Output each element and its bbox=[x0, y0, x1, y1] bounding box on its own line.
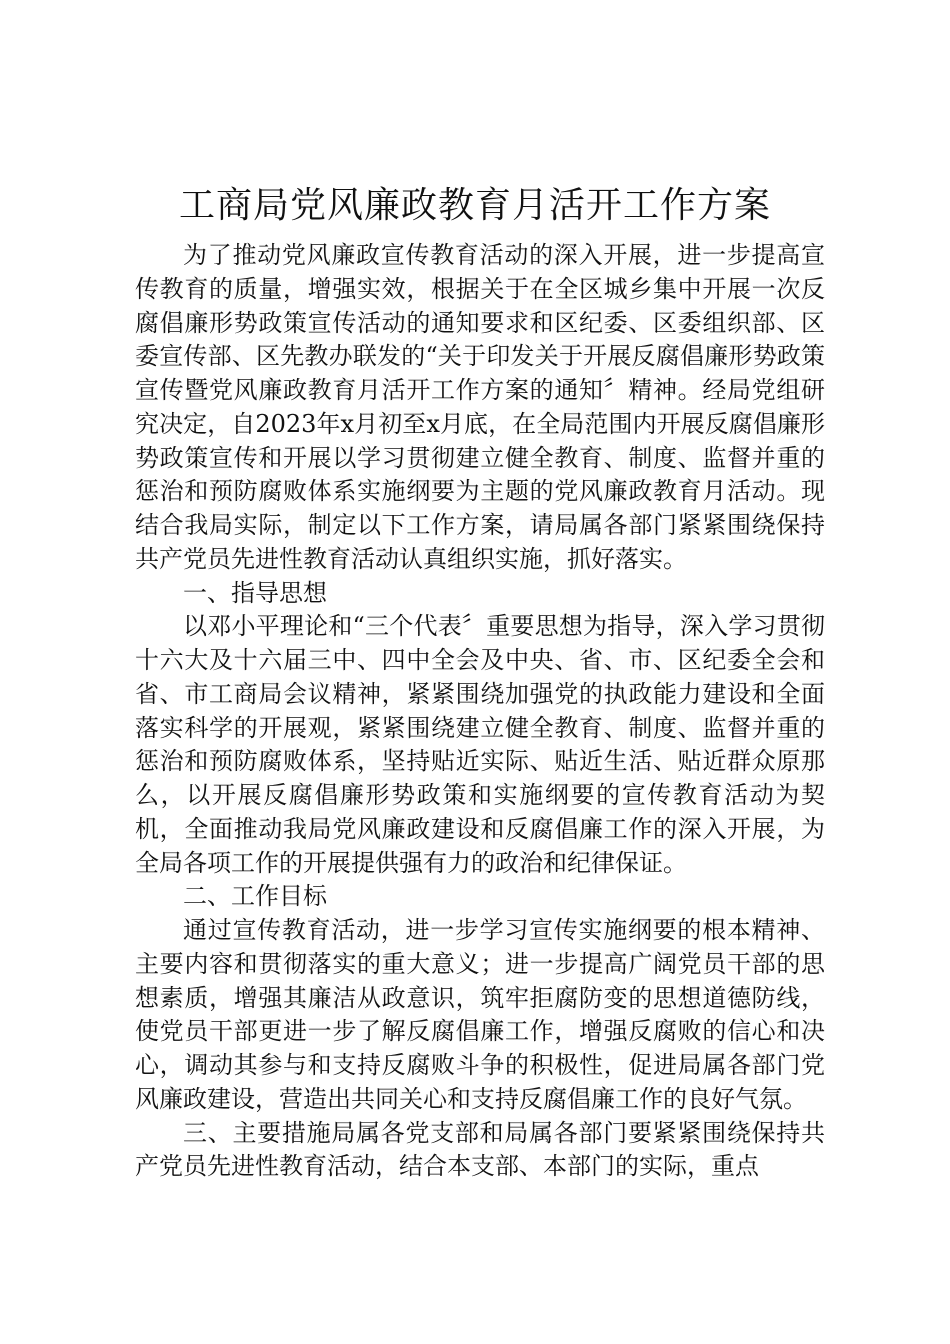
intro-paragraph: 为了推动党风廉政宣传教育活动的深入开展，进一步提高宣传教育的质量，增强实效，根据关于在全区城乡集中开展一次反腐倡廉形势政策宣传活动的通知要求和区纪委、区委组织部、区委宣传部、区先教办联发的“关于印发关于开展反腐倡廉形势政策宣传暨党风廉政教育月活开工作方案的通知〞精神。经局党组研究决定，自2023年x月初至x月底，在全局范围内开展反腐倡廉形势政策宣传和开展以学习贯彻建立健全教育、制度、监督并重的惩治和预防腐败体系实施纲要为主题的党风廉政教育月活动。现结合我局实际，制定以下工作方案，请局属各部门紧紧围绕保持共产党员先进性教育活动认真组织实施，抓好落实。 bbox=[135, 241, 825, 573]
main-measures-paragraph: 三、主要措施局属各党支部和局属各部门要紧紧围绕保持共产党员先进性教育活动，结合本支部、本部门的实际，重点 bbox=[135, 1118, 825, 1181]
section-heading-work-goals: 二、工作目标 bbox=[183, 882, 327, 911]
work-goals-paragraph: 通过宣传教育活动，进一步学习宣传实施纲要的根本精神、主要内容和贯彻落实的重大意义；进一步提高广阔党员干部的思想素质，增强其廉洁从政意识，筑牢拒腐防变的思想道德防线，使党员干部更进一步了解反腐倡廉工作，增强反腐败的信心和决心，调动其参与和支持反腐败斗争的积极性，促进局属各部门党风廉政建设，营造出共同关心和支持反腐倡廉工作的良好气氛。 bbox=[135, 916, 825, 1113]
document-body bbox=[135, 239, 825, 1184]
document-title: 工商局党风廉政教育月活开工作方案 bbox=[178, 185, 771, 226]
guiding-ideology-paragraph: 以邓小平理论和“三个代表〞重要思想为指导，深入学习贯彻十六大及十六届三中、四中全会及中央、省、市、区纪委全会和省、市工商局会议精神，紧紧围绕加强党的执政能力建设和全面落实科学的开展观，紧紧围绕建立健全教育、制度、监督并重的惩治和预防腐败体系，坚持贴近实际、贴近生活、贴近群众原那么，以开展反腐倡廉形势政策和实施纲要的宣传教育活动为契机，全面推动我局党风廉政建设和反腐倡廉工作的深入开展，为全局各项工作的开展提供强有力的政治和纪律保证。 bbox=[135, 612, 825, 877]
section-heading-guiding-ideology: 一、指导思想 bbox=[183, 578, 327, 607]
